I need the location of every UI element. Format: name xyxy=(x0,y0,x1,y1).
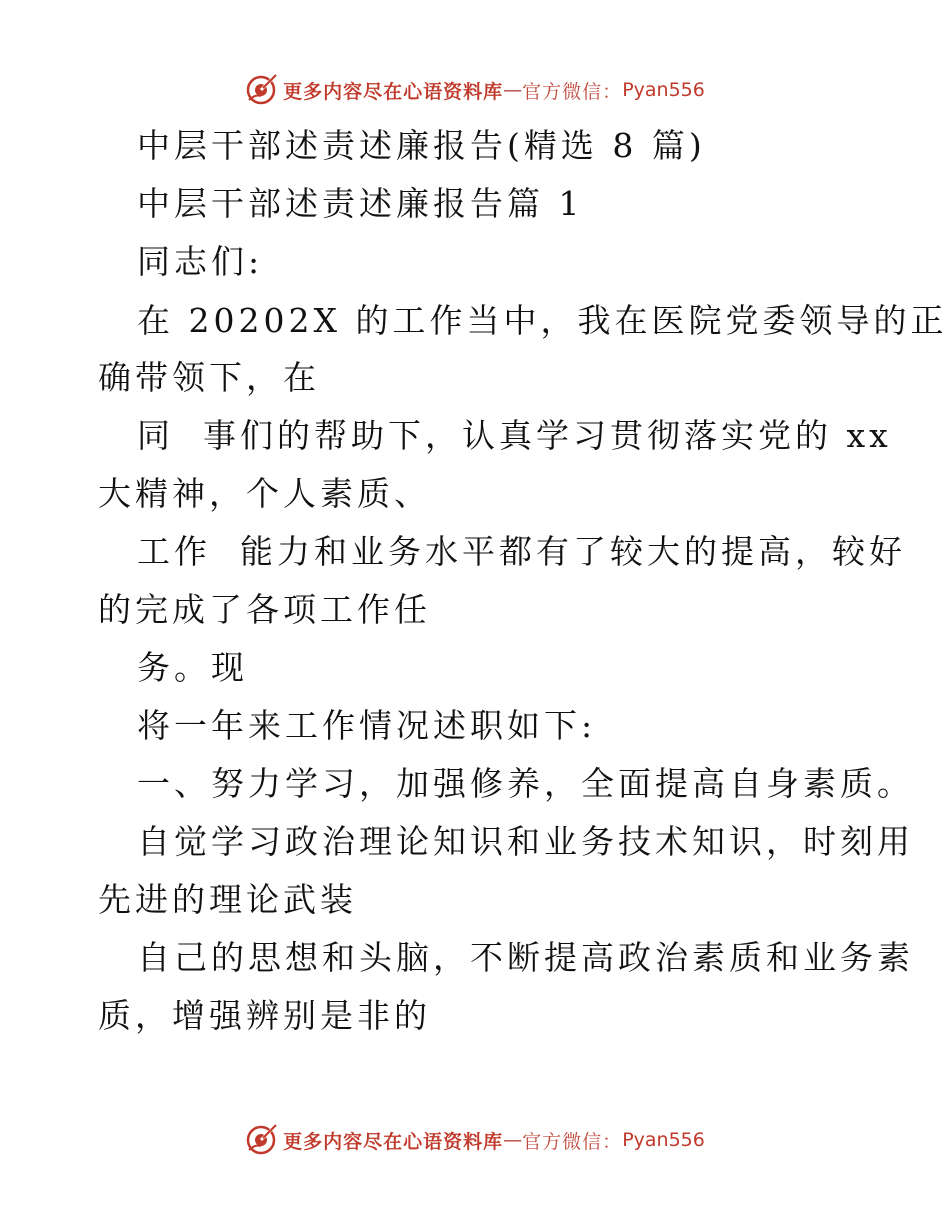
paragraph-line: 将一年来工作情况述职如下: xyxy=(137,706,597,745)
paragraph-line: 工作 能力和业务水平都有了较大的提高，较好 xyxy=(137,532,906,571)
footer-watermark xyxy=(0,1120,950,1160)
watermark-wechat-label: 官方微信： xyxy=(522,1130,623,1153)
paragraph-line: 确带领下，在 xyxy=(98,358,320,397)
watermark-main-text: 更多内容尽在心语资料库 xyxy=(283,80,504,103)
paragraph-line: 的完成了各项工作任 xyxy=(98,590,431,629)
watermark-main-text: 更多内容尽在心语资料库 xyxy=(283,1130,504,1153)
paragraph-line: 大精神，个人素质、 xyxy=(98,474,431,513)
section-heading: 中层干部述责述廉报告篇 1 xyxy=(137,184,584,223)
watermark-dash: — xyxy=(503,79,523,101)
quill-seal-icon xyxy=(245,1124,277,1156)
paragraph-line: 自己的思想和头脑，不断提高政治素质和业务素 xyxy=(137,938,914,977)
header-watermark xyxy=(0,70,950,110)
watermark-wechat-id: Pyan556 xyxy=(622,79,705,101)
paragraph-line: 质，增强辨别是非的 xyxy=(98,996,431,1035)
paragraph-line: 同志们: xyxy=(137,242,264,281)
paragraph-line: 先进的理论武装 xyxy=(98,880,357,919)
paragraph-line: 务。现 xyxy=(137,648,248,687)
quill-seal-icon xyxy=(245,74,277,106)
paragraph-line: 一、努力学习，加强修养，全面提高自身素质。 xyxy=(137,764,914,803)
watermark-wechat-id: Pyan556 xyxy=(622,1129,705,1151)
paragraph-line: 同 事们的帮助下，认真学习贯彻落实党的 xx xyxy=(137,416,892,455)
watermark-dash: — xyxy=(503,1129,523,1151)
document-title: 中层干部述责述廉报告(精选 8 篇) xyxy=(137,126,706,165)
paragraph-line: 在 20202X 的工作当中，我在医院党委领导的正 xyxy=(137,301,948,340)
watermark-wechat-label: 官方微信： xyxy=(522,80,623,103)
paragraph-line: 自觉学习政治理论知识和业务技术知识，时刻用 xyxy=(137,822,914,861)
